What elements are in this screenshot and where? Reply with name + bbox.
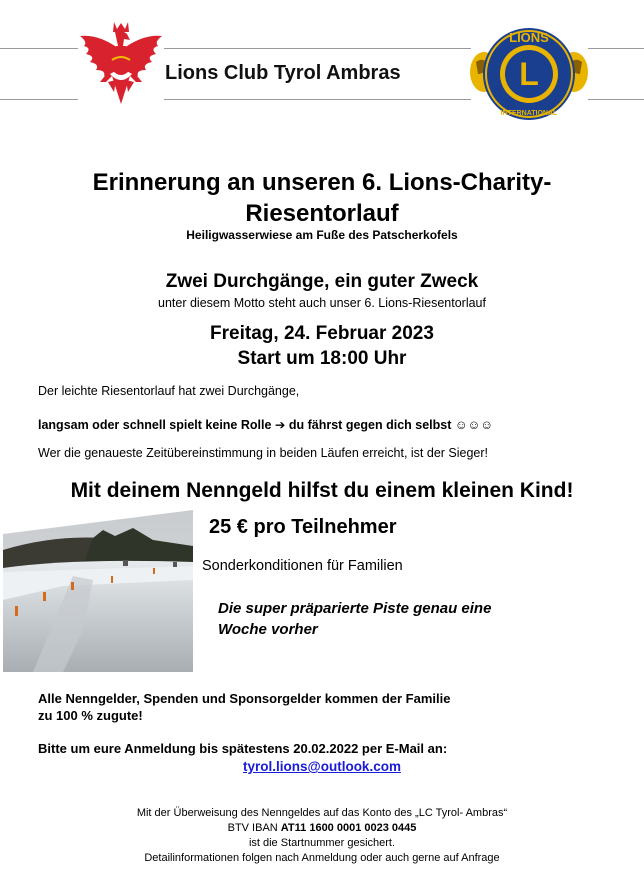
lions-logo-bottom-text: INTERNATIONAL [500,110,558,117]
body-line-2a: langsam oder schnell spielt keine Rolle [38,418,272,432]
lions-international-logo [470,22,588,126]
photo-caption [218,598,578,640]
title-line-1: Erinnerung an unseren 6. Lions-Charity- [92,169,552,196]
club-name: Lions Club Tyrol Ambras [165,62,401,84]
lions-logo-letter: L [519,56,539,92]
iban-number: AT11 1600 0001 0023 0445 [280,822,417,834]
motto-headline: Zwei Durchgänge, ein guter Zweck [165,271,479,292]
footer-line-3: ist die Startnummer gesichert. [248,837,396,849]
cause-headline: Mit deinem Nenngeld hilfst du einem kleinen Kind! [70,479,574,502]
event-date-block [0,321,644,371]
header-top-line-left [0,48,78,49]
body-line-3: Wer die genaueste Zeitübereinstimmung in beiden Läufen erreicht, ist der Sieger! [38,446,489,460]
registration-email-link [0,759,644,774]
email-link[interactable]: tyrol.lions@outlook.com [243,759,401,774]
header-bottom-line-far-right [588,99,644,100]
ski-slope-photo [3,510,193,672]
header-top-line-right [164,48,471,49]
footer-line-2 [0,821,644,836]
event-start-time: Start um 18:00 Uhr [237,348,407,369]
event-date: Freitag, 24. Februar 2023 [210,323,434,344]
body-line-2b: du fährst gegen dich selbst [288,418,452,432]
header-top-line-far-right [588,48,644,49]
photo-caption-line-1: Die super präparierte Piste genau eine [218,600,492,617]
photo-caption-line-2: Woche vorher [218,621,318,638]
header-bottom-line-right [164,99,471,100]
title-line-2: Riesentorlauf [245,200,399,227]
event-location: Heiligwasserwiese am Fuße des Patscherkofels [186,228,458,242]
footer-line-1: Mit der Überweisung des Nenngeldes auf das Konto des „LC Tyrol- Ambras“ [136,807,508,819]
donation-line-1: Alle Nenngelder, Spenden und Sponsorgelder kommen der Familie [38,691,451,706]
registration-text: Bitte um eure Anmeldung bis spätestens 20.02.2022 per E-Mail an: [38,741,448,756]
arrow-right-icon: ➔ [274,418,286,432]
payment-footer [0,806,644,866]
body-line-1: Der leichte Riesentorlauf hat zwei Durchgänge, [38,384,300,398]
donation-note [38,690,450,724]
price-per-participant: 25 € pro Teilnehmer [209,516,397,538]
tyrol-eagle-logo [78,20,164,112]
lions-logo-top-text: LIONS [509,30,549,45]
iban-label: BTV IBAN [227,822,281,834]
motto-subline: unter diesem Motto steht auch unser 6. Lions-Riesentorlauf [158,296,486,310]
header-bottom-line-left [0,99,78,100]
page-title [0,167,644,229]
body-line-2 [38,417,493,432]
donation-line-2: zu 100 % zugute! [38,708,143,723]
family-conditions: Sonderkonditionen für Familien [202,558,403,574]
smiley-icons: ☺☺☺ [454,418,494,432]
footer-line-4: Detailinformationen folgen nach Anmeldung oder auch gerne auf Anfrage [144,852,500,864]
